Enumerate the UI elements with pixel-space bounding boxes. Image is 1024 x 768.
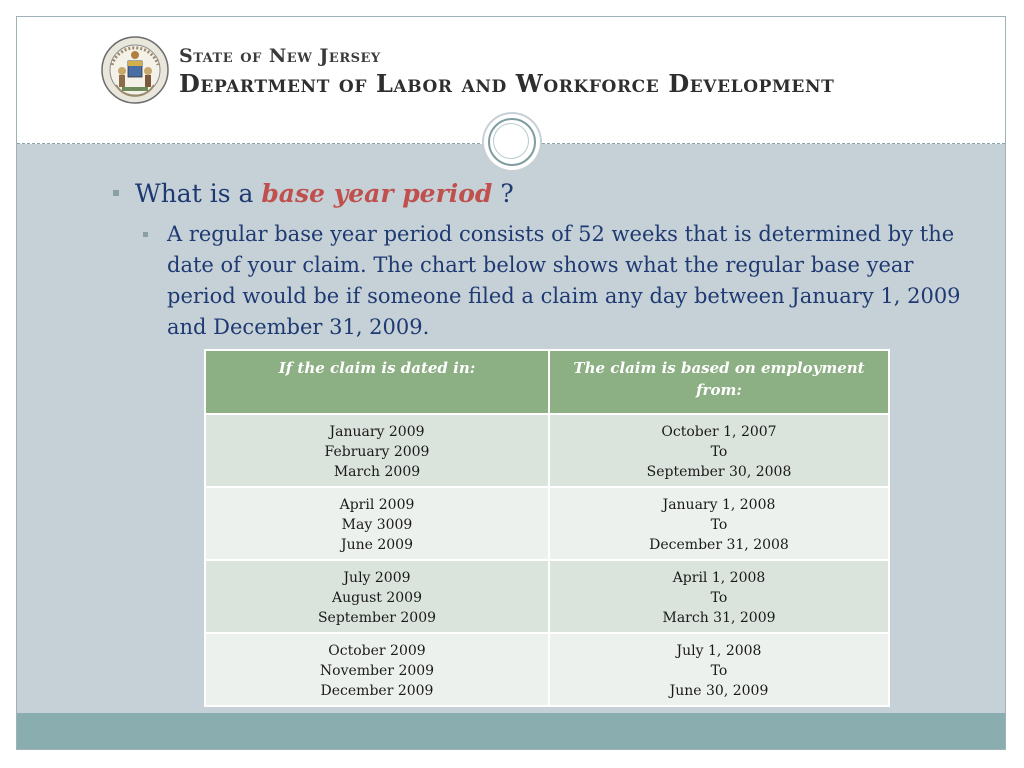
divider-circle-ornament	[484, 114, 540, 170]
month-label: September 2009	[317, 610, 437, 626]
employment-period-cell	[549, 487, 889, 560]
month-label: April 2009	[339, 497, 415, 513]
month-label: October 2009	[328, 643, 426, 659]
header-claim-dated: If the claim is dated in:	[205, 350, 549, 414]
period-end: December 31, 2008	[649, 537, 789, 553]
period-to: To	[710, 517, 728, 533]
period-to: To	[710, 590, 728, 606]
bullet-square-icon	[113, 190, 119, 196]
explanation-bullet	[143, 219, 983, 343]
period-end: September 30, 2008	[646, 464, 792, 480]
base-year-table	[204, 349, 890, 707]
month-label: February 2009	[324, 444, 430, 460]
slide	[16, 16, 1006, 750]
month-label: August 2009	[332, 590, 422, 606]
employment-period-cell	[549, 633, 889, 706]
question-text-pre: What is a	[135, 179, 262, 208]
table-row	[205, 633, 889, 706]
nj-state-seal-icon	[100, 35, 170, 105]
month-label: June 2009	[340, 537, 413, 553]
period-end: March 31, 2009	[662, 610, 776, 626]
period-start: July 1, 2008	[676, 643, 762, 659]
slide-footer-band	[17, 713, 1005, 749]
department-heading	[179, 45, 834, 98]
month-label: November 2009	[319, 663, 435, 679]
question-emphasis: base year period	[261, 179, 493, 208]
table-row	[205, 414, 889, 487]
period-to: To	[710, 444, 728, 460]
divider-inner-ring	[493, 123, 529, 159]
table-row	[205, 560, 889, 633]
base-year-table-grid	[204, 349, 890, 707]
department-name: Department of Labor and Workforce Development	[179, 69, 835, 98]
month-label: January 2009	[329, 424, 425, 440]
question-bullet	[113, 179, 514, 208]
claim-months-cell	[205, 487, 549, 560]
state-name: State of New Jersey	[179, 45, 381, 67]
table-row	[205, 487, 889, 560]
period-start: October 1, 2007	[661, 424, 777, 440]
question-text-post: ?	[492, 179, 514, 208]
period-to: To	[710, 663, 728, 679]
claim-months-cell	[205, 633, 549, 706]
table-header-row	[205, 350, 889, 414]
claim-months-cell	[205, 560, 549, 633]
period-start: January 1, 2008	[662, 497, 776, 513]
month-label: December 2009	[320, 683, 434, 699]
sub-bullet-square-icon	[143, 232, 148, 237]
claim-months-cell	[205, 414, 549, 487]
employment-period-cell	[549, 560, 889, 633]
month-label: March 2009	[333, 464, 421, 480]
period-end: June 30, 2009	[669, 683, 769, 699]
employment-period-cell	[549, 414, 889, 487]
month-label: May 3009	[341, 517, 413, 533]
month-label: July 2009	[343, 570, 411, 586]
header-employment-from: The claim is based on employment from:	[549, 350, 889, 414]
period-start: April 1, 2008	[672, 570, 766, 586]
explanation-text: A regular base year period consists of 52 weeks that is determined by the date of your claim. The chart below shows what the regular base year period would be if someone filed a claim any day between January 1, 2009 and December 31, 2009.	[167, 222, 961, 339]
